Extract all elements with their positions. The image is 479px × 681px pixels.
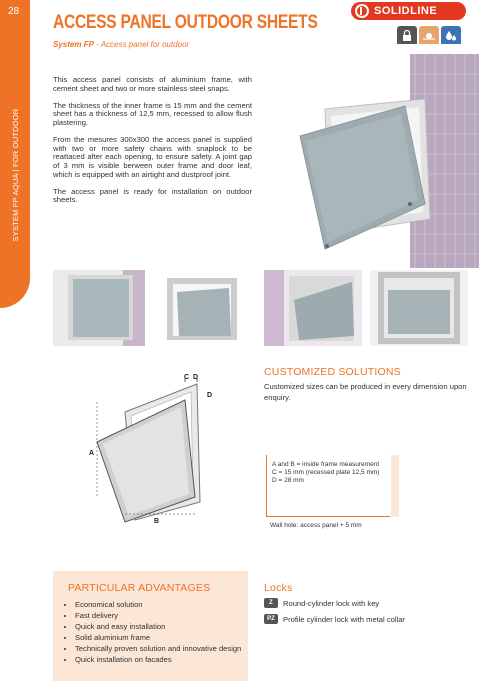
diagram-label-c: C (184, 374, 190, 381)
lock-tag: PZ (264, 614, 278, 624)
intro-paragraph: The thickness of the inner frame is 15 mm and the cement sheet has a thickness of 12,5 mm, recessed to allow flush plastering. (53, 100, 252, 127)
intro-paragraph: This access panel consists of aluminium frame, with cement sheet and two or more stainless steel snaps. (53, 75, 252, 93)
advantages-list (63, 599, 250, 665)
feature-badges (397, 26, 461, 46)
advantages-heading: PARTICULAR ADVANTAGES (68, 582, 211, 594)
spec-line: A and B = inside frame measurement (272, 461, 380, 468)
list-item: • Economical solution (75, 599, 250, 610)
page-number: 28 (8, 6, 20, 17)
customized-text: Customized sizes can be produced in every dimension upon enquiry. (264, 382, 467, 402)
lock-badge-icon (397, 26, 417, 46)
diagram-label-d: D (207, 392, 213, 399)
side-label: SYSTEM FP AQUA | FOR OUTDOOR (10, 108, 20, 242)
intro-paragraph: The access panel is ready for installation on outdoor sheets. (53, 186, 252, 205)
diagram-label-d-top: D (193, 374, 199, 381)
customized-heading: CUSTOMIZED SOLUTIONS (264, 366, 401, 378)
list-item: • Solid aluminium frame (75, 632, 250, 643)
photo-panel-wall (53, 270, 145, 346)
sun-badge-icon (419, 26, 439, 46)
intro-text (53, 76, 252, 214)
page-subtitle (53, 40, 189, 49)
list-item: • Fast delivery (75, 610, 250, 621)
intro-paragraph: From the mesures 300x300 the access panel is supplied with two or more safety chains with snaplock to be reattaced after each opening, to ensure safety. A joint gap of 3 mm is visible berween outer frame and door leaf, which is equipped with an airtight and dustproof joint. (53, 135, 252, 179)
list-item: • Quick and easy installation (75, 621, 250, 632)
spec-accent (391, 455, 399, 517)
diagram-label-b: B (154, 518, 160, 525)
technical-diagram (85, 372, 225, 530)
spec-line: D = 28 mm (272, 477, 304, 484)
lock-item (264, 598, 379, 608)
spec-line: C = 15 mm (recessed plate 12,5 mm) (272, 469, 380, 476)
lock-item (264, 614, 405, 624)
logo-mark-icon (355, 4, 369, 18)
subtitle-system: System FP (53, 40, 94, 49)
locks-heading: Locks (264, 582, 293, 594)
photo-panel-hinged (264, 270, 362, 346)
list-item: • Technically proven solution and innovative design (75, 643, 250, 654)
wall-hole-note: Wall hole: access panel + 5 mm (270, 522, 362, 529)
list-item: • Quick installation on facades (75, 654, 250, 665)
subtitle-rest: - Access panel for outdoor (93, 40, 190, 49)
photo-panel-open (157, 276, 247, 342)
lock-tag: Z (264, 598, 278, 608)
advantages-box (53, 571, 248, 681)
spec-box (266, 455, 390, 517)
logo-text: SOLIDLINE (374, 5, 438, 17)
lock-text: Round-cylinder lock with key (283, 598, 380, 608)
page-title: ACCESS PANEL OUTDOOR SHEETS (53, 12, 318, 33)
water-badge-icon (441, 26, 461, 46)
photo-panel-frame (370, 270, 468, 346)
main-product-photo (265, 44, 479, 268)
lock-text: Profile cylinder lock with metal collar (283, 614, 405, 624)
solidline-logo (351, 2, 466, 20)
diagram-label-a: A (89, 450, 95, 457)
